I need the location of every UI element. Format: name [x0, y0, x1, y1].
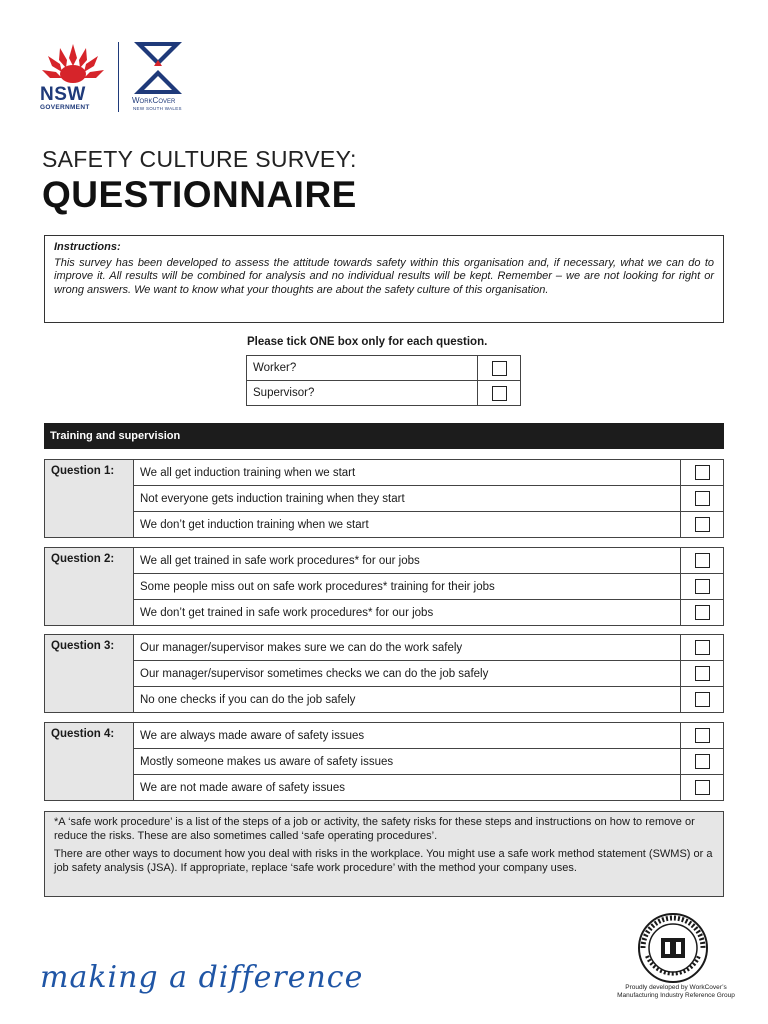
- answer-option: Some people miss out on safe work procedures* training for their jobs: [134, 574, 681, 600]
- supervisor-checkbox[interactable]: [492, 386, 507, 401]
- answer-option: We are not made aware of safety issues: [134, 775, 681, 801]
- answer-checkbox[interactable]: [695, 491, 710, 506]
- role-row-supervisor: [247, 381, 521, 406]
- nsw-logo-text: NSW: [40, 84, 86, 105]
- question-2-block: [44, 547, 724, 626]
- credit-line-1: Proudly developed by WorkCover’s: [625, 984, 727, 991]
- survey-title: SAFETY CULTURE SURVEY:: [42, 146, 357, 172]
- role-label: Worker?: [247, 356, 478, 381]
- question-3-block: [44, 634, 724, 713]
- question-4-block: [44, 722, 724, 801]
- instructions-box: [44, 235, 724, 323]
- questionnaire-title: QUESTIONNAIRE: [42, 174, 357, 215]
- nsw-logo-subtext: GOVERNMENT: [40, 104, 90, 111]
- answer-option: We all get trained in safe work procedures* for our jobs: [134, 548, 681, 574]
- answer-checkbox[interactable]: [695, 728, 710, 743]
- answer-checkbox[interactable]: [695, 517, 710, 532]
- worker-checkbox[interactable]: [492, 361, 507, 376]
- answer-option: Our manager/supervisor makes sure we can do the work safely: [134, 635, 681, 661]
- role-row-worker: [247, 356, 521, 381]
- answer-option: We don’t get trained in safe work procedures* for our jobs: [134, 600, 681, 626]
- mirg-seal-logo: [637, 912, 709, 984]
- answer-option: We don’t get induction training when we start: [134, 512, 681, 538]
- tagline: making a difference: [40, 960, 364, 995]
- answer-checkbox[interactable]: [695, 605, 710, 620]
- answer-option: No one checks if you can do the job safely: [134, 687, 681, 713]
- instructions-text: This survey has been developed to assess the attitude towards safety within this organisation and, if necessary, what we can do to improve it. All results will be combined for analysis and no individual results will be kept. Remember – we are not looking for right or wrong answers. We want to know what your thoughts are about the safety culture of this organisation.: [54, 256, 714, 296]
- footnote-box: [44, 811, 724, 897]
- answer-option: Our manager/supervisor sometimes checks we can do the job safely: [134, 661, 681, 687]
- answer-checkbox[interactable]: [695, 640, 710, 655]
- answer-option: Mostly someone makes us aware of safety issues: [134, 749, 681, 775]
- answer-checkbox[interactable]: [695, 780, 710, 795]
- question-label: Question 4:: [45, 723, 134, 801]
- answer-option: We all get induction training when we start: [134, 460, 681, 486]
- footnote-definition: *A ‘safe work procedure’ is a list of the steps of a job or activity, the safety risks for these steps and instructions on how to remove or reduce the risks. These are also sometimes called ‘safe operating procedures’.: [54, 816, 695, 842]
- role-label: Supervisor?: [247, 381, 478, 406]
- workcover-logo: [128, 40, 188, 96]
- question-1-block: [44, 459, 724, 538]
- credit-line-2: Manufacturing Industry Reference Group: [617, 992, 735, 999]
- question-label: Question 3:: [45, 635, 134, 713]
- section-header-training: Training and supervision: [44, 423, 724, 449]
- answer-checkbox[interactable]: [695, 754, 710, 769]
- answer-checkbox[interactable]: [695, 579, 710, 594]
- answer-checkbox[interactable]: [695, 465, 710, 480]
- question-label: Question 2:: [45, 548, 134, 626]
- answer-checkbox[interactable]: [695, 666, 710, 681]
- answer-option: Not everyone gets induction training when they start: [134, 486, 681, 512]
- tick-prompt: Please tick ONE box only for each question.: [247, 336, 488, 348]
- answer-checkbox[interactable]: [695, 553, 710, 568]
- role-table: [246, 355, 521, 406]
- instructions-label: Instructions:: [54, 241, 121, 253]
- workcover-logo-subtext: NEW SOUTH WALES: [133, 106, 182, 111]
- answer-option: We are always made aware of safety issues: [134, 723, 681, 749]
- workcover-logo-text: WorkCover: [132, 96, 176, 105]
- answer-checkbox[interactable]: [695, 692, 710, 707]
- logo-divider: [118, 42, 119, 112]
- question-label: Question 1:: [45, 460, 134, 538]
- footnote-alternatives: There are other ways to document how you deal with risks in the workplace. You might use a safe work method statement (SWMS) or a job safety analysis (JSA). If appropriate, replace ‘safe work procedure’ with the method your company uses.: [54, 848, 713, 874]
- credit-text: [606, 984, 746, 1000]
